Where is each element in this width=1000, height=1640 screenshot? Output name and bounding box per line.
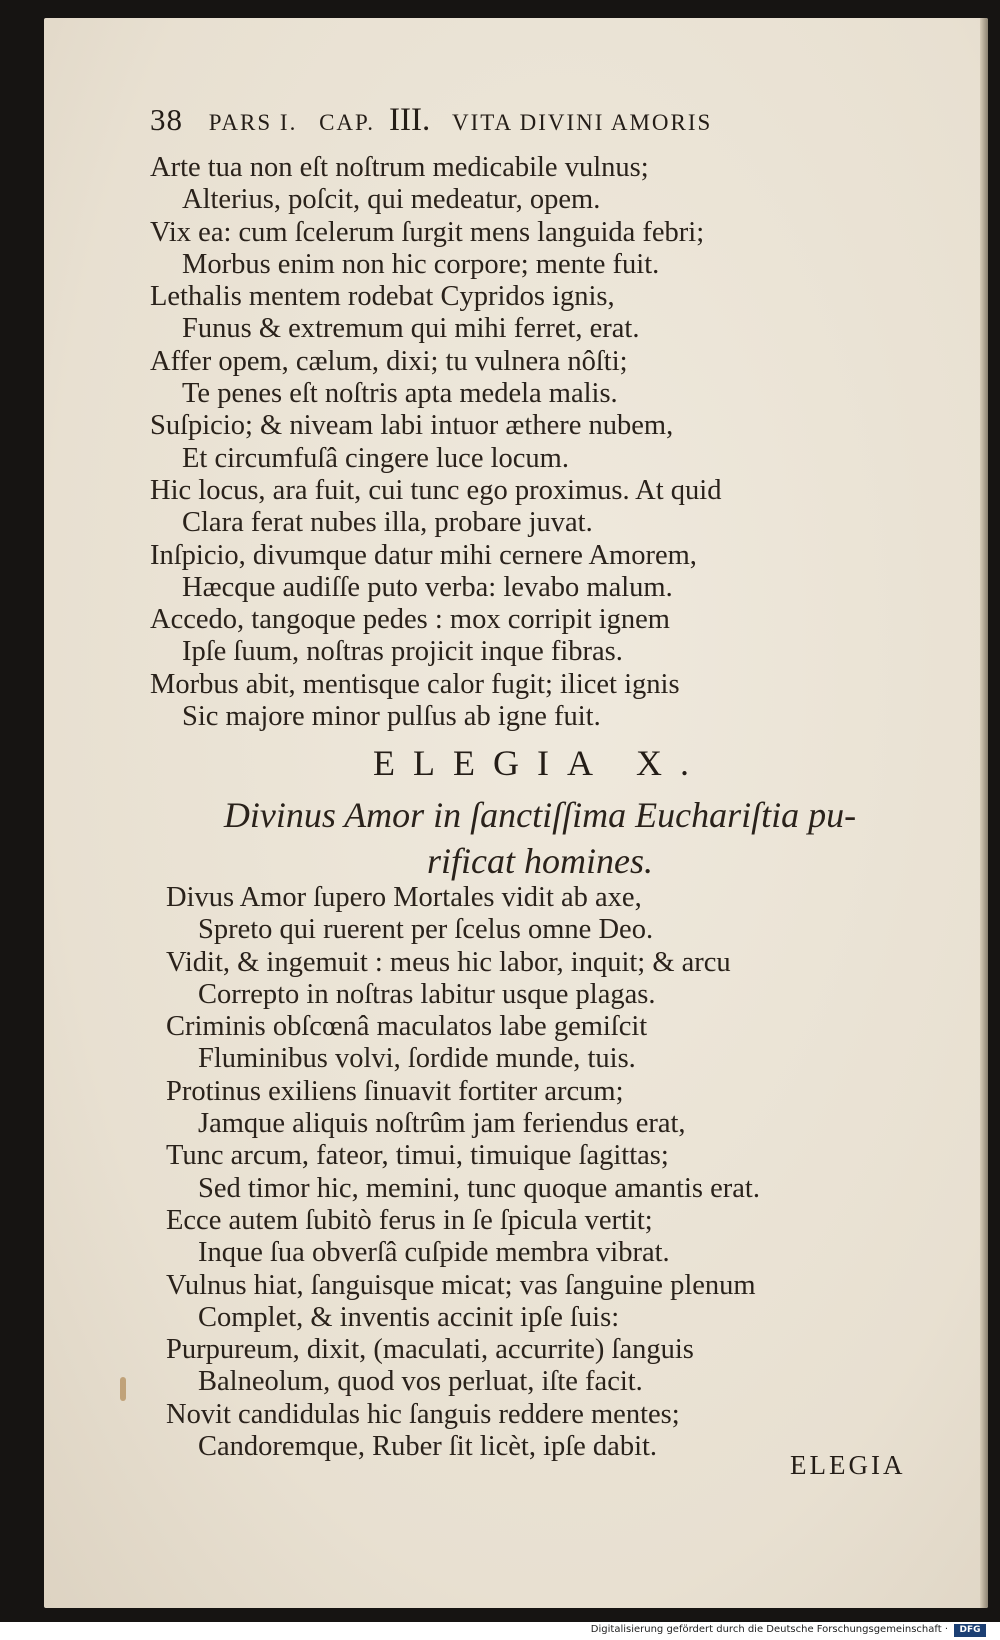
verse-line: Vix ea: cum ſcelerum ſurgit mens languida febri;	[150, 216, 705, 248]
verse-line: Candoremque, Ruber ſit licèt, ipſe dabit.	[198, 1431, 658, 1463]
verse-line: Suſpicio; & niveam labi intuor æthere nubem,	[150, 410, 674, 442]
verse-line: Criminis obſcœnâ maculatos labe gemiſcit	[166, 1011, 648, 1043]
subtitle-line: rificat homines.	[427, 841, 653, 881]
verse-line: Funus & extremum qui mihi ferret, erat.	[182, 313, 640, 345]
verse-line: Morbus enim non hic corpore; mente fuit.	[182, 248, 660, 280]
verse-line: Jamque aliquis noſtrûm jam feriendus erat,	[198, 1108, 686, 1140]
verse-line: Purpureum, dixit, (maculati, accurrite) ſanguis	[166, 1334, 694, 1366]
subtitle-line: Divinus Amor in ſanctiſſima Euchariſtia pu-	[223, 795, 857, 835]
verse-block-top	[150, 152, 930, 733]
verse-line: Fluminibus volvi, ſordide munde, tuis.	[198, 1043, 636, 1075]
catchword: ELEGIA	[790, 1450, 906, 1480]
verse-line: Lethalis mentem rodebat Cypridos ignis,	[150, 281, 615, 313]
section-subtitle	[150, 792, 930, 884]
verse-line: Inſpicio, divumque datur mihi cernere Amorem,	[150, 539, 697, 571]
verse-line: Morbus abit, mentisque calor fugit; ilicet ignis	[150, 668, 680, 700]
verse-line: Vidit, & ingemuit : meus hic labor, inquit; & arcu	[166, 946, 731, 978]
page-edge-shadow	[980, 18, 988, 1608]
verse-line: Vulnus hiat, ſanguisque micat; vas ſanguine plenum	[166, 1269, 756, 1301]
verse-line: Accedo, tangoque pedes : mox corripit ignem	[150, 604, 670, 636]
verse-line: Protinus exiliens ſinuavit fortiter arcum;	[166, 1075, 624, 1107]
dfg-logo: DFG	[954, 1624, 986, 1637]
running-head-cap-number: III.	[389, 102, 431, 138]
verse-line: Sic majore minor pulſus ab igne fuit.	[182, 701, 601, 733]
verse-block-bottom	[166, 882, 936, 1463]
verse-line: Ipſe ſuum, noſtras projicit inque fibras.	[182, 636, 623, 668]
verse-line: Et circumfuſâ cingere luce locum.	[182, 442, 569, 474]
verse-line: Alterius, poſcit, qui medeatur, opem.	[182, 184, 601, 216]
running-head-cap: CAP.	[319, 110, 376, 135]
verse-line: Hæcque audiſſe puto verba: levabo malum.	[182, 571, 673, 603]
verse-line: Clara ferat nubes illa, probare juvat.	[182, 507, 593, 539]
verse-line: Ecce autem ſubitò ferus in ſe ſpicula vertit;	[166, 1204, 653, 1236]
verse-line: Affer opem, cælum, dixi; tu vulnera nôſti;	[150, 345, 628, 377]
verse-line: Sed timor hic, memini, tunc quoque amantis erat.	[198, 1172, 760, 1204]
verse-line: Arte tua non eſt noſtrum medicabile vulnus;	[150, 152, 649, 183]
verse-line: Spreto qui ruerent per ſcelus omne Deo.	[198, 914, 654, 946]
verse-line: Correpto in noſtras labitur usque plagas.	[198, 978, 656, 1010]
funding-note: Digitalisierung gefördert durch die Deutsche Forschungsgemeinschaft ·	[590, 1624, 948, 1635]
page-number: 38	[150, 102, 183, 137]
running-head-pars: PARS I.	[208, 110, 298, 135]
verse-line: Hic locus, ara fuit, cui tunc ego proximus. At quid	[150, 474, 722, 506]
verse-line: Inque ſua obverſâ cuſpide membra vibrat.	[198, 1237, 670, 1269]
ink-mark	[120, 1377, 126, 1401]
section-title: ELEGIA X.	[373, 743, 707, 783]
running-head-title: VITA DIVINI AMORIS	[452, 110, 713, 135]
verse-line: Tunc arcum, fateor, timui, timuique ſagittas;	[166, 1140, 669, 1172]
verse-line: Balneolum, quod vos perluat, iſte facit.	[198, 1366, 643, 1398]
verse-line: Novit candidulas hic ſanguis reddere mentes;	[166, 1398, 680, 1430]
verse-line: Complet, & inventis accinit ipſe ſuis:	[198, 1301, 620, 1333]
verse-line: Te penes eſt noſtris apta medela malis.	[182, 378, 618, 410]
verse-line: Divus Amor ſupero Mortales vidit ab axe,	[166, 882, 642, 913]
running-head	[150, 102, 870, 146]
